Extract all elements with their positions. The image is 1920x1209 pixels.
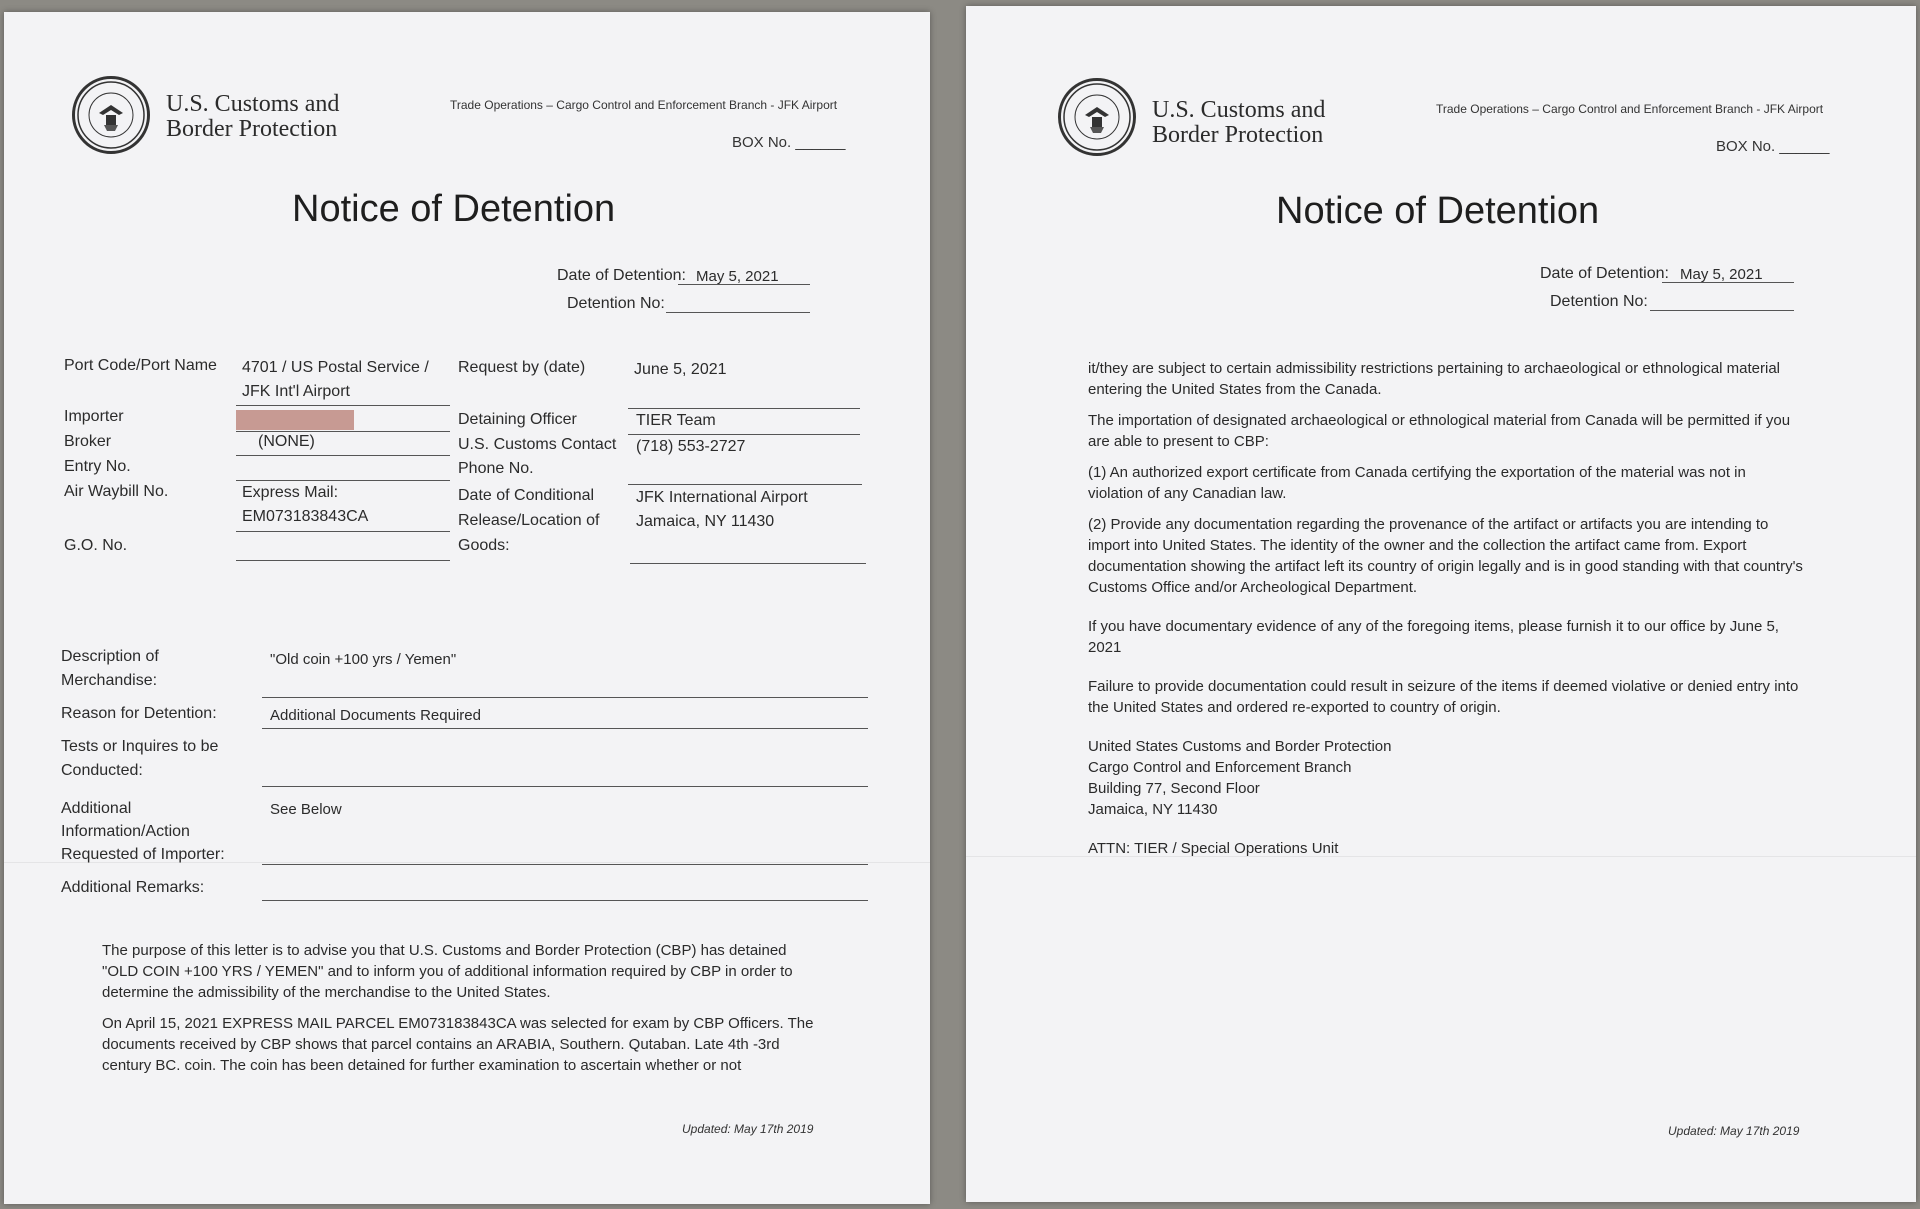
address-line-2: Cargo Control and Enforcement Branch	[1088, 759, 1352, 776]
page2-paragraph-4: (2) Provide any documentation regarding the provenance of the artifact or artifacts you are intending to import into United States. The identity of the owner and the collection the artifact came from. Export documentation showing the artifact left its country of origin legally and is in good standing with that country's Customs Office and/or Archeological Department.	[1088, 516, 1803, 596]
agency-line-2: Border Protection	[166, 116, 338, 142]
page-title: Notice of Detention	[1276, 190, 1600, 232]
additional-label-line3: Requested of Importer:	[61, 846, 225, 863]
broker-value: (NONE)	[258, 433, 315, 450]
page2-footer: Updated: May 17th 2019	[1668, 1124, 1800, 1138]
dhs-seal-icon	[72, 76, 150, 154]
return-address	[1088, 736, 1804, 820]
waybill-underline	[236, 531, 450, 532]
port-value-line2: JFK Int'l Airport	[242, 383, 350, 400]
page1-paragraph-2: On April 15, 2021 EXPRESS MAIL PARCEL EM073183843CA was selected for exam by CBP Officers. The documents received by CBP shows that parcel contains an ARABIA, Southern. Qutaban. Late 4th -3rd century BC. coin. The coin has been detained for further examination to ascertain whether or not	[102, 1015, 814, 1074]
conditional-label-line3: Goods:	[458, 537, 510, 554]
page2-paragraph-1: it/they are subject to certain admissibility restrictions pertaining to archaeological or ethnological material entering the United States from the Canada.	[1088, 360, 1781, 398]
description-label-line2: Merchandise:	[61, 672, 158, 689]
attention-line: ATTN: TIER / Special Operations Unit	[1088, 840, 1339, 857]
date-underline	[678, 284, 810, 285]
page2-paragraph-5: If you have documentary evidence of any of the foregoing items, please furnish it to our office by June 5, 2021	[1088, 618, 1779, 656]
detention-number-underline	[1650, 310, 1794, 311]
description-label-line1: Description of	[61, 648, 159, 665]
remarks-underline	[262, 900, 868, 901]
remarks-label: Additional Remarks:	[61, 879, 205, 896]
page1-footer: Updated: May 17th 2019	[682, 1122, 814, 1136]
request-value: June 5, 2021	[634, 361, 727, 378]
go-underline	[236, 560, 450, 561]
page2-paragraph-2: The importation of designated archaeological or ethnological material from Canada will be permitted if you are able to present to CBP:	[1088, 412, 1791, 450]
box-number: BOX No. ______	[732, 134, 846, 151]
box-number: BOX No. ______	[1716, 138, 1830, 155]
dhs-seal-icon	[1058, 78, 1136, 156]
port-label: Port Code/Port Name	[64, 357, 217, 374]
agency-name	[166, 92, 339, 142]
detention-number-label: Detention No:	[1550, 293, 1648, 310]
request-label: Request by (date)	[458, 359, 586, 376]
date-of-detention-value: May 5, 2021	[1680, 266, 1763, 283]
branch-line: Trade Operations – Cargo Control and Enforcement Branch - JFK Airport	[1436, 102, 1824, 116]
notice-page-2	[966, 6, 1916, 1202]
contact-label: U.S. Customs Contact	[458, 436, 617, 453]
description-value: "Old coin +100 yrs / Yemen"	[270, 651, 457, 668]
conditional-label-line1: Date of Conditional	[458, 487, 595, 504]
agency-line-1: U.S. Customs and	[1152, 97, 1326, 123]
additional-label-line1: Additional	[61, 800, 132, 817]
go-label: G.O. No.	[64, 537, 128, 554]
description-underline	[262, 697, 868, 698]
reason-label: Reason for Detention:	[61, 705, 217, 722]
contact-underline	[628, 484, 862, 485]
page2-body	[1088, 358, 1804, 859]
agency-line-2: Border Protection	[1152, 122, 1324, 148]
address-line-4: Jamaica, NY 11430	[1088, 801, 1218, 818]
page-title: Notice of Detention	[292, 188, 616, 230]
address-line-3: Building 77, Second Floor	[1088, 780, 1260, 797]
conditional-value-line1: JFK International Airport	[636, 489, 808, 506]
reason-underline	[262, 728, 868, 729]
additional-label-line2: Information/Action	[61, 823, 190, 840]
additional-underline	[262, 864, 868, 865]
page2-paragraph-6: Failure to provide documentation could result in seizure of the items if deemed violative or denied entry into the United States and ordered re-exported to country of origin.	[1088, 678, 1799, 716]
page1-paragraph-1: The purpose of this letter is to advise you that U.S. Customs and Border Protection (CBP) has detained "OLD COIN +100 YRS / YEMEN" and to inform you of additional information required by CBP in order to determine the admissibility of the merchandise to the United States.	[102, 942, 793, 1001]
entry-label: Entry No.	[64, 458, 131, 475]
agency-line-1: U.S. Customs and	[166, 91, 340, 117]
detaining-officer-label: Detaining Officer	[458, 411, 577, 428]
page1-body	[102, 940, 814, 1086]
phone-label: Phone No.	[458, 460, 534, 477]
conditional-value-line2: Jamaica, NY 11430	[636, 513, 775, 530]
importer-redaction	[236, 410, 354, 430]
broker-label: Broker	[64, 433, 112, 450]
waybill-value-line1: Express Mail:	[242, 484, 339, 501]
notice-page-1	[4, 12, 930, 1204]
waybill-label: Air Waybill No.	[64, 483, 169, 500]
paper-fold	[966, 856, 1916, 857]
detention-number-underline	[666, 312, 810, 313]
date-underline	[1662, 282, 1794, 283]
importer-label: Importer	[64, 408, 124, 425]
date-of-detention-value: May 5, 2021	[696, 268, 779, 285]
conditional-label-line2: Release/Location of	[458, 512, 600, 529]
address-line-1: United States Customs and Border Protection	[1088, 738, 1392, 755]
port-underline	[236, 405, 450, 406]
port-value-line1: 4701 / US Postal Service /	[242, 359, 429, 376]
contact-value: (718) 553-2727	[636, 438, 746, 455]
detaining-officer-value: TIER Team	[636, 412, 716, 429]
paper-fold	[4, 862, 930, 863]
tests-underline	[262, 786, 868, 787]
conditional-underline	[630, 563, 866, 564]
date-of-detention-label: Date of Detention:	[1540, 265, 1669, 282]
date-of-detention-label: Date of Detention:	[557, 267, 686, 284]
branch-line: Trade Operations – Cargo Control and Enforcement Branch - JFK Airport	[450, 98, 838, 112]
agency-name	[1152, 98, 1325, 148]
additional-value: See Below	[270, 801, 342, 818]
tests-label-line1: Tests or Inquires to be	[61, 738, 219, 755]
reason-value: Additional Documents Required	[270, 707, 481, 724]
broker-underline	[236, 455, 450, 456]
waybill-value-line2: EM073183843CA	[242, 508, 369, 525]
page2-paragraph-3: (1) An authorized export certificate from Canada certifying the exportation of the material was not in violation of any Canadian law.	[1088, 464, 1746, 502]
tests-label-line2: Conducted:	[61, 762, 143, 779]
detention-number-label: Detention No:	[567, 295, 665, 312]
